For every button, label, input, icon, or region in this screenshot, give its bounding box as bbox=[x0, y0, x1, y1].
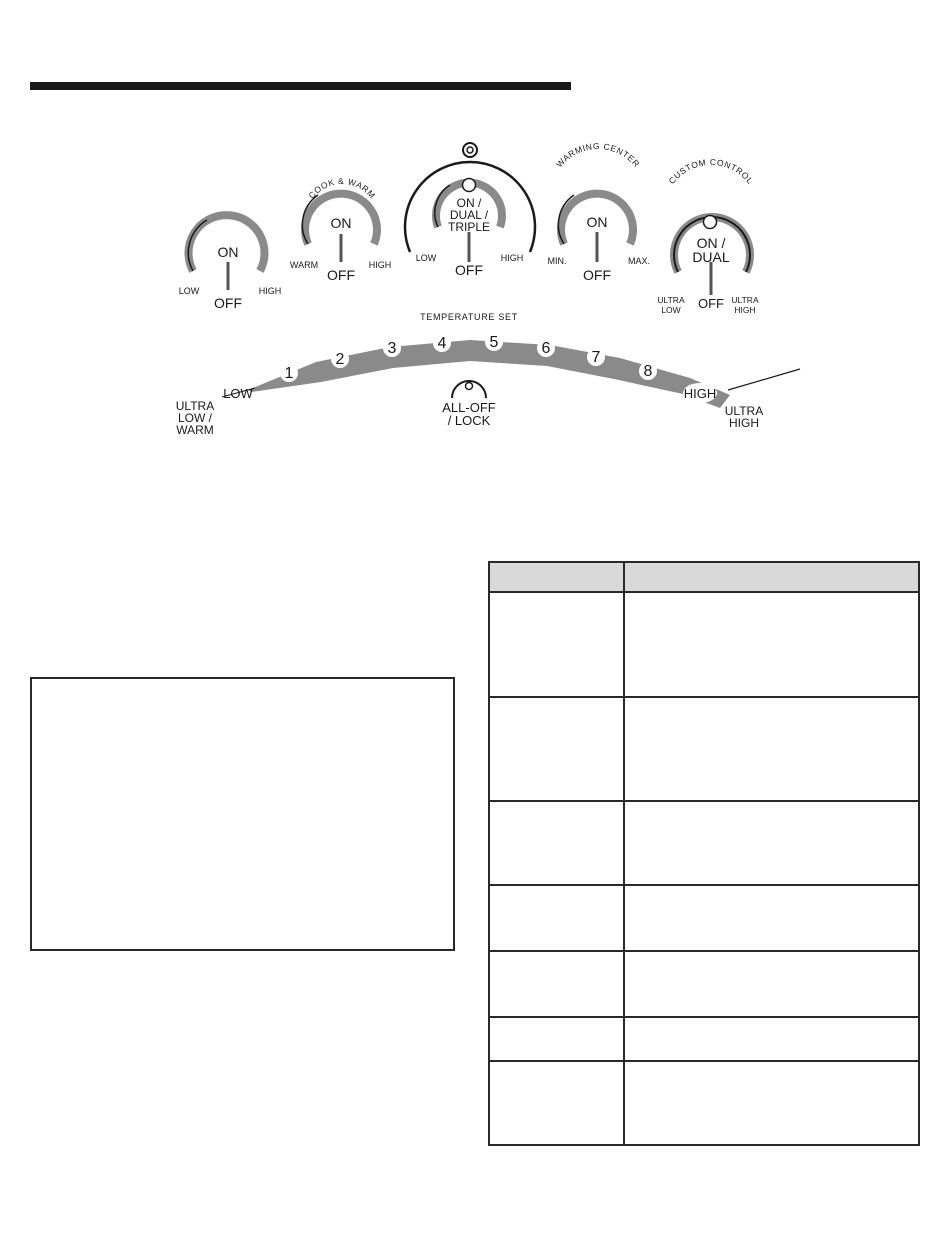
knob-cook-warm bbox=[290, 176, 391, 283]
table-cell bbox=[624, 1017, 919, 1061]
temp-mark-4: 4 bbox=[437, 335, 447, 352]
cook-warm-off-label: OFF bbox=[327, 267, 355, 283]
temp-mark-1: 1 bbox=[284, 365, 294, 382]
custom-control-title: CUSTOM CONTROL bbox=[666, 156, 756, 186]
table-cell bbox=[489, 592, 624, 697]
custom-ultra-high-label-1: ULTRA bbox=[731, 295, 759, 305]
custom-ultra-low-label-1: ULTRA bbox=[657, 295, 685, 305]
triple-on-label-1: ON / bbox=[456, 196, 482, 210]
triple-high-label: HIGH bbox=[500, 253, 524, 263]
table-row bbox=[489, 592, 919, 697]
table-cell bbox=[489, 951, 624, 1017]
note-box bbox=[30, 677, 455, 951]
table-cell bbox=[489, 885, 624, 951]
control-knob-diagram bbox=[0, 0, 950, 470]
knob-warming-center bbox=[548, 141, 651, 283]
temp-mark-5: 5 bbox=[489, 334, 499, 351]
knob-1-high-label: HIGH bbox=[258, 286, 282, 296]
table-row bbox=[489, 951, 919, 1017]
all-off-lock-label-2: / LOCK bbox=[447, 413, 491, 428]
svg-text:CUSTOM CONTROL bbox=[667, 157, 756, 186]
table-cell bbox=[624, 697, 919, 801]
triple-on-label-2: DUAL / bbox=[449, 208, 489, 222]
temp-mark-2: 2 bbox=[335, 351, 345, 368]
knob-1-on-label: ON bbox=[217, 244, 239, 260]
warming-center-on-label: ON bbox=[586, 214, 608, 230]
table-row bbox=[489, 801, 919, 885]
table-cell bbox=[489, 1017, 624, 1061]
knob-1-low-label: LOW bbox=[178, 286, 200, 296]
table-row bbox=[489, 697, 919, 801]
warming-center-off-label: OFF bbox=[583, 267, 611, 283]
custom-on-label-1: ON / bbox=[696, 235, 726, 251]
table-cell bbox=[489, 801, 624, 885]
warming-center-min-label: MIN. bbox=[547, 256, 567, 266]
warming-center-max-label: MAX. bbox=[627, 256, 651, 266]
triple-low-label: LOW bbox=[415, 253, 437, 263]
table-header-cell bbox=[624, 562, 919, 592]
table-cell bbox=[624, 592, 919, 697]
svg-text:WARMING CENTER bbox=[554, 141, 642, 169]
temp-mark-8: 8 bbox=[643, 363, 653, 380]
triple-off-label: OFF bbox=[455, 262, 483, 278]
temp-mark-6: 6 bbox=[541, 340, 551, 357]
ultra-low-warm-label-1: ULTRA bbox=[175, 399, 215, 413]
table-row bbox=[489, 885, 919, 951]
custom-off-label: OFF bbox=[698, 296, 724, 311]
ultra-high-label-1: ULTRA bbox=[724, 404, 764, 418]
table-row bbox=[489, 1061, 919, 1145]
table-cell bbox=[624, 1061, 919, 1145]
table-row bbox=[489, 1017, 919, 1061]
table-cell bbox=[489, 697, 624, 801]
ultra-low-warm-label-3: WARM bbox=[176, 423, 214, 437]
cook-warm-warm-label: WARM bbox=[289, 260, 319, 270]
temp-low-label: LOW bbox=[223, 386, 253, 401]
knob-1 bbox=[179, 215, 282, 311]
ultra-high-label-2: HIGH bbox=[729, 416, 759, 430]
ultra-low-warm-label-2: LOW / bbox=[177, 411, 213, 425]
temp-mark-7: 7 bbox=[591, 349, 601, 366]
settings-table bbox=[488, 561, 920, 1146]
table-cell bbox=[489, 1061, 624, 1145]
cook-warm-high-label: HIGH bbox=[368, 260, 392, 270]
table-cell bbox=[624, 801, 919, 885]
table-cell bbox=[624, 951, 919, 1017]
triple-on-label-3: TRIPLE bbox=[447, 220, 491, 234]
warming-center-title: WARMING CENTER bbox=[554, 140, 642, 170]
table-cell bbox=[624, 885, 919, 951]
table-header-cell bbox=[489, 562, 624, 592]
temp-mark-3: 3 bbox=[387, 340, 397, 357]
cook-warm-on-label: ON bbox=[330, 215, 352, 231]
temperature-set-scale bbox=[176, 312, 800, 437]
knob-triple bbox=[405, 143, 535, 278]
temp-high-label: HIGH bbox=[683, 386, 717, 401]
custom-ultra-high-label-2: HIGH bbox=[734, 305, 756, 315]
temperature-set-title: TEMPERATURE SET bbox=[420, 312, 518, 322]
custom-on-label-2: DUAL bbox=[692, 249, 730, 265]
cook-warm-title: COOK & WARM bbox=[306, 175, 378, 201]
all-off-lock-label-1: ALL-OFF bbox=[442, 400, 496, 415]
knob-1-off-label: OFF bbox=[214, 295, 242, 311]
table-header-row bbox=[489, 562, 919, 592]
custom-ultra-low-label-2: LOW bbox=[661, 305, 681, 315]
knob-custom-control bbox=[657, 157, 759, 315]
